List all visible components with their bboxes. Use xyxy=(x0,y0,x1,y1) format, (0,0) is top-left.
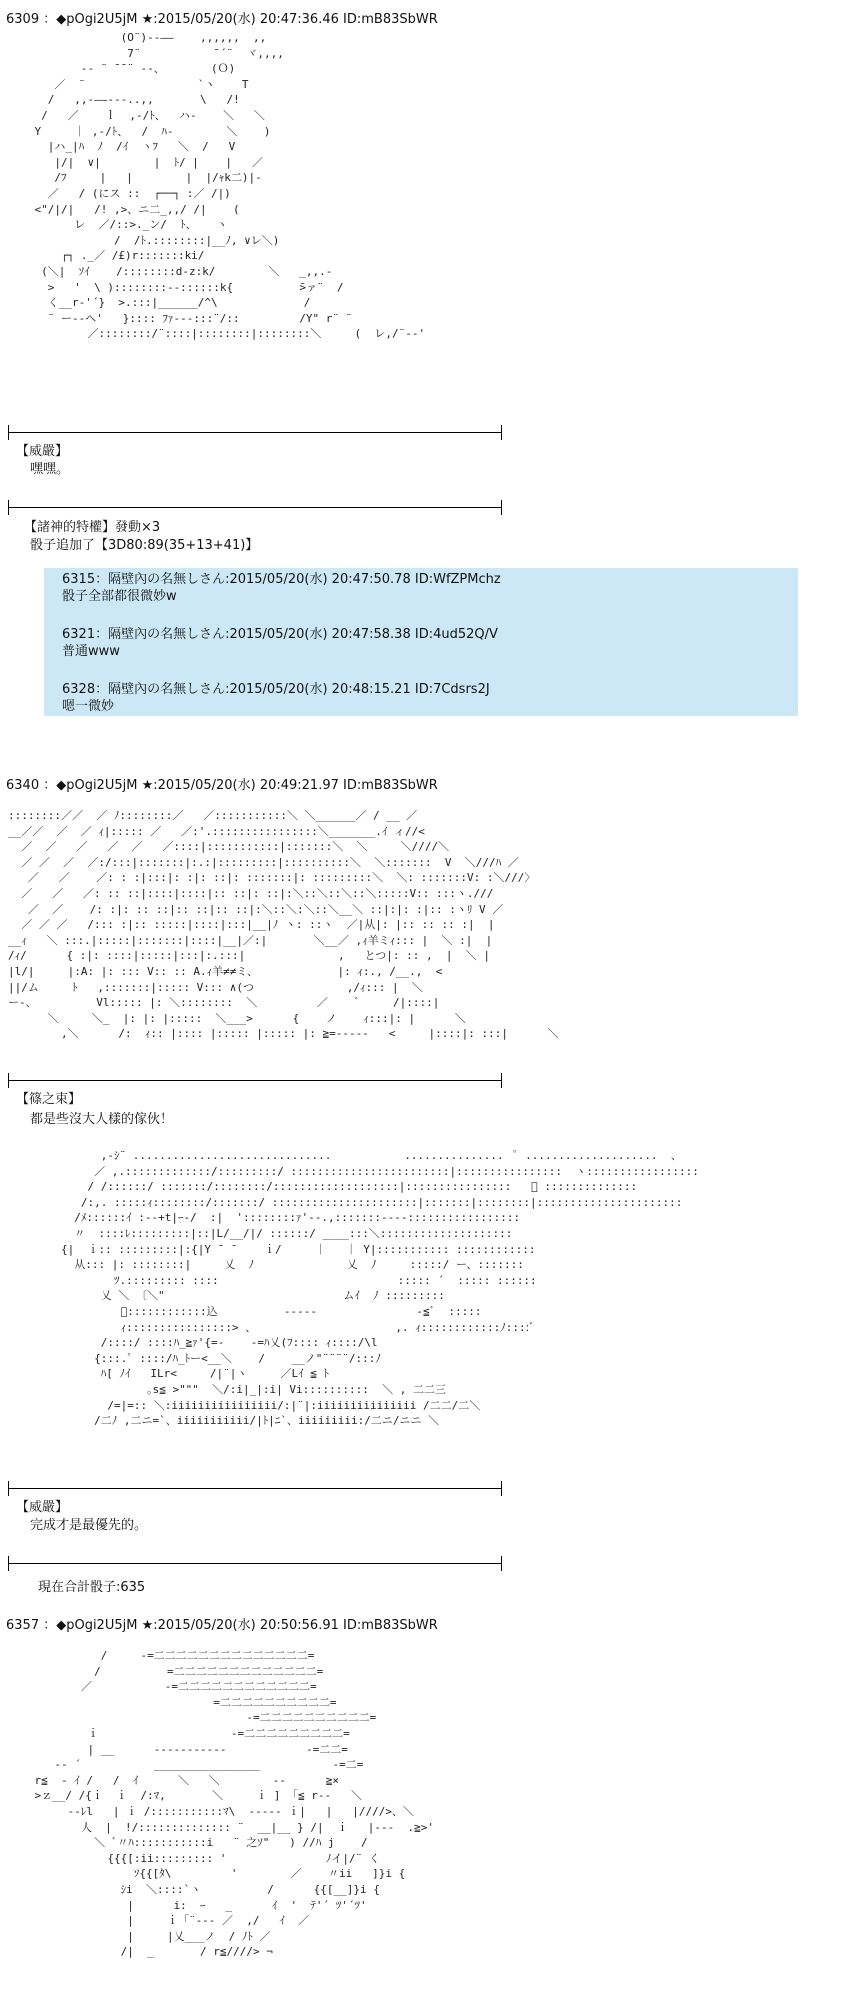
reply-header: 6328：隔壁內の名無しさん:2015/05/20(水) 20:48:15.21 ID:7Cdsrs2J xyxy=(62,682,490,697)
dice-total: 現在合計骰子:635 xyxy=(38,1580,146,1595)
reply-header: 6321：隔壁內の名無しさん:2015/05/20(水) 20:47:58.38 ID:4ud52Q/V xyxy=(62,627,498,642)
ascii-art-6340: ::::::::／／ ／ ﾉ::::::::／ ／:::::::::::＼ ＼______／ / __ ／ __／／ ／ ／ ｨ|::::: ／ ／:'.::::::::::::::::＼_______.ｲ ィ//< ／ ／ ／ ／ ／ ／::::|:::::::::::|:::::::＼ ＼ ＼////＼ ／ ／ ／ ／:/:::|:::::::|:.:|:::::::::|::::::::::＼ ＼::::::: V ＼///ﾊ ／ ／ ／ ／: : :|:::|: :|: ::|: :::::::|: :::::::::＼ ＼: :::::::V: :＼///〉 ／ ／ ／: :: ::|::::|::::|:: ::|: ::|:＼::＼::＼::＼:::::V:: :::ヽ./// ／ ／ /: :|: :: ::|:: ::|:: ::|:＼::＼:＼::＼__＼ ::|:|: :|:: :ヽﾘ V ／ ／ ／ ／ /::: :|:: :::::|::::|:::|__|ﾉ ヽ: ::ヽ ／|从|: |:: :: :: :| | __ｨ ＼ :::.|:::::|:::::::|::::|__|／:| ＼__／ ,ｨ羊ミｨ::: | ＼ :| | /ｨ/ { :|: ::::|:::::|:::|:.:::| , とつ|: :: , | ＼ | |l/| |:A: |: ::: V:: :: A.ｨ羊≠≠ミ、 |: ｨ:., /__., < ||/ム ﾄ ,:::::::|::::: V::: ∧(つ ,/ｨ::: | ＼ ー-、 Vl::::: |: ＼:::::::: ＼ ／ ﾞ /|::::| ＼ ＼_ |: |: |::::: ＼___> { ノ ｨ:::|: | ＼ ,＼ /: ｨ:: |:::: |::::: |::::: |: ≧=----- < |::::|: :::| ＼ xyxy=(8,809,559,1041)
post-header-6340: 6340 ：◆pOgi2U5jM ★:2015/05/20(水) 20:49:21.97 ID:mB83SbWR xyxy=(6,778,438,793)
post-header-6357: 6357 ：◆pOgi2U5jM ★:2015/05/20(水) 20:50:56.91 ID:mB83SbWR xyxy=(6,1618,438,1633)
reply-text: 普通www xyxy=(62,644,120,659)
reply-6315 xyxy=(62,571,501,605)
speech-text: 完成才是最優先的。 xyxy=(30,1518,148,1533)
post-header-6309: 6309 ：◆pOgi2U5jM ★:2015/05/20(水) 20:47:36.46 ID:mB83SbWR xyxy=(6,12,438,27)
divider-2 xyxy=(8,507,502,508)
ascii-art-6340b: ,-ｼ¨ .............................. ............... ﾟ .................... 、 ／ ,.:::::::::::::/:::::::::/ ::::::::::::::::::::::::|:::::::::::::::: ヽ::::::::::::::::: / /::::::/ :::::::/::::::::/:::::::::::::::::::|:::::::::::::::: ﾟ :::::::::::::: /:,. :::::ｨ::::::::/:::::::/ ::::::::::::::::::::::|:::::::|::::::::|:::::::::::::::::::::: /ﾒ::::::ｲ :--+t|ｰ-/ :| '::::::::ｧ'--.,:::::::----::::::::::::::::: 〃 ::::ﾚ:::::::::|::|L/__/|/ ::::::/ ____:::＼:::::::::::::::::::: {| ｉ:: :::::::::|:{|Y ̄ ̄ ｉ/ ｜ ｜ Y|::::::::::: :::::::::::: 从::: |: ::::::::| 乂 ﾉ 乂 ﾉ :::::/ ー、::::::: ﾂ.::::::::: :::: ::::: ´ ::::: :::::: 乂 ＼ 〔＼" ムｲ ﾉ ::::::::: ﾞ::::::::::::込 ----- -≦ﾞ ::::: ｨ::::::::::::::::> 、 ,. ｨ::::::::::::ﾉ::::ﾞ /::::/ ::::ﾊ_≧ｧ'{=- -=ﾊ乂(ﾌ:::: ｨ::::/\l {:::.ﾟ ::::/ﾊ_ﾄー<__＼ / __ノ"¨¨¨¨/:::ﾉ ﾊ[ ﾉｲ ILr< /|¨|ヽ ／Lｲ ≦ ﾄ ｡s≦ >""" ＼/:i|_|:i| Vi:::::::::: ＼ , 二二三 /=|=:: ＼:iiiiiiiiiiiiiiii/:|¨|:iiiiiiiiiiiiiii /二二/二＼ /二ﾉ ,二ニ=`、iiiiiiiiiii/|ﾄ|ﾆ`、iiiiiiiii:/二ニ/ニニ ＼ xyxy=(60,1149,699,1428)
speaker-label: 【威嚴】 xyxy=(16,1500,69,1515)
reply-6321 xyxy=(62,626,498,660)
reply-text: 骰子全部都很微妙w xyxy=(62,589,177,604)
divider-5 xyxy=(8,1563,502,1564)
ascii-art-6357: / -=二二二二二二二二二二二二二二= / =二二二二二二二二二二二二二= ／ -=二二二二二二二二二二二二= =二二二二二二二二二二= -=二二二二二二二二二二= ｉ -=二二二二二二二二二= | __ ‐----‐‐---‐ -=二二= -- ´ ________________ -=二= r≦ ‐ ｲ / / ｲ ＼ ＼ -- ≧× >ｚ__/ /{ｉ ｉ /:ﾏ, ＼ ｉ ] 「≦ r-- ＼ --ﾚl | ｉ /:::::::::::ﾏ\ ----- ｉ| | |////>、＼ 人 | !/:::::::::::::: ¨ __|__ } /| ｉ |--- .≧>' ＼ ﾞ〃ﾊ:::::::::::i ¨ 之ｿ" ) //ﾊ j / {{{[:ii::::::::: ' ﾉイ|/¨ く ｿ{{[ﾀ\ ' ／ 〃ii ]}i { ｼi ＼::::`ヽ / {{[__]}i { | i: ｰ _ ｲ ' ﾃ'´ ﾂ'´ﾂ' | ｉ「¨--- ／ ,/ ｲ ／ | |乂___ノ / ﾉﾄ ／ /| _ / r≦////> ¬ xyxy=(34,1649,434,1959)
reply-text: 嗯一微妙 xyxy=(62,699,115,714)
dice-add-event: 骰子追加了【3D80:89(35+13+41)】 xyxy=(30,538,259,553)
reply-6328 xyxy=(62,681,490,715)
divider-4 xyxy=(8,1488,502,1489)
speaker-label: 【威嚴】 xyxy=(16,444,69,459)
skill-event: 【諸神的特權】發動×3 xyxy=(24,520,161,535)
divider-3 xyxy=(8,1080,502,1081)
speech-text: 嘿嘿。 xyxy=(30,462,70,477)
speaker-label: 【篠之束】 xyxy=(16,1092,82,1107)
reply-box xyxy=(44,568,798,716)
ascii-art-6309: (O¨)--―― ,,,,,, ,, 7¨ ̄ ´¨ ヾ,,,, -- ¨ ̄ ̄ ¨ ‐-、 (Ｏ) ／ ¨ `ヽ T / ,,-――‐--..,, \ /! / ／ ｌ ,-/ﾄ、 ハ- ＼ ＼ Y ｜ ,-/ﾄ、 / ﾊ- ＼ ) |ハ_|ﾊ ﾉ /ｲ ヽﾌ ＼ / V |/| ∨| | ﾄ/ | | ／ /ﾌ | | | |/ｬk二)|- ／ / (にス :: ┌──┐ :／ /|) <"/|/| /! ,>、ニ二_,,/ /| ( レ ／/::>._ン/ ﾄ、 ヽ / /ﾄ.::::::::|__ﾉ, ∨レ＼) ┌┐ ._／ /£)r:::::::ki/ (＼| ｿｲ /::::::::d-z:k/ ＼ _,,.- > ' \ )::::::::-‐::::::k{ ̄>ァ¨ / く__r-'´} >.:::|______/^\ / ¨ ー--ヘ' }:::: ﾌｧ--‐:::¨/:: /Y" r¨ ¨ ／::::::::/¨::::|::::::::|::::::::＼ ( レ,/¨‐-' xyxy=(34,31,426,341)
reply-header: 6315：隔壁內の名無しさん:2015/05/20(水) 20:47:50.78 ID:WfZPMchz xyxy=(62,572,501,587)
divider-1 xyxy=(8,432,502,433)
speech-text: 都是些沒大人樣的傢伙！ xyxy=(30,1112,174,1127)
